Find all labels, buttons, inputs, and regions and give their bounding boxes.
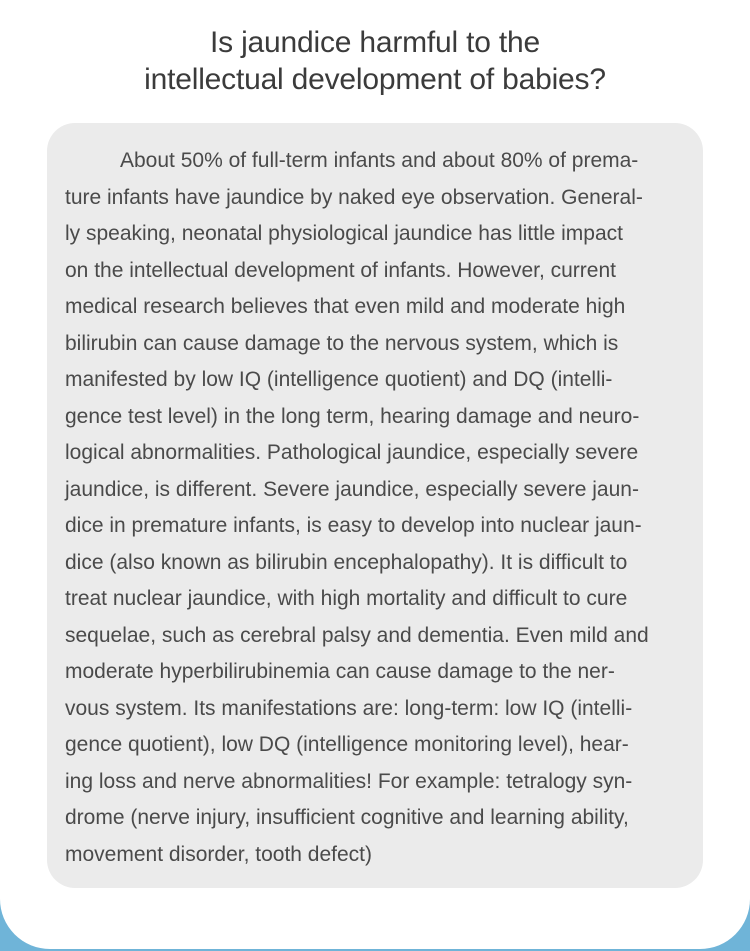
article-line: movement disorder, tooth defect) bbox=[65, 842, 372, 866]
article-line: ture infants have jaundice by naked eye observation. General- bbox=[65, 185, 643, 209]
article-line: medical research believes that even mild and moderate high bbox=[65, 295, 626, 318]
article-line: manifested by low IQ (intelligence quotient) and DQ (intelli- bbox=[65, 368, 613, 391]
page-title bbox=[0, 24, 750, 98]
article-line: About 50% of full-term infants and about 80% of prema- bbox=[120, 149, 639, 172]
article-line: ing loss and nerve abnormalities! For example: tetralogy syn- bbox=[65, 769, 633, 793]
article-line: vous system. Its manifestations are: long-term: low IQ (intelli- bbox=[65, 696, 633, 720]
article-line: jaundice, is different. Severe jaundice, especially severe jaun- bbox=[65, 477, 639, 501]
article-line: dice (also known as bilirubin encephalopathy). It is difficult to bbox=[65, 550, 628, 574]
article-line: on the intellectual development of infants. However, current bbox=[65, 258, 616, 282]
article-line: gence test level) in the long term, hearing damage and neuro- bbox=[65, 404, 640, 428]
title-line-2: intellectual development of babies? bbox=[144, 63, 606, 96]
article-line: dice in premature infants, is easy to develop into nuclear jaun- bbox=[65, 514, 642, 537]
article-line: logical abnormalities. Pathological jaundice, especially severe bbox=[65, 441, 639, 464]
article-body bbox=[65, 143, 689, 873]
article-line: gence quotient), low DQ (intelligence monitoring level), hear- bbox=[65, 733, 629, 756]
article-line: sequelae, such as cerebral palsy and dementia. Even mild and bbox=[65, 623, 649, 647]
article-line: drome (nerve injury, insufficient cognitive and learning ability, bbox=[65, 806, 629, 829]
title-line-1: Is jaundice harmful to the bbox=[210, 26, 540, 59]
article-card bbox=[47, 123, 703, 888]
article-line: ly speaking, neonatal physiological jaundice has little impact bbox=[65, 222, 623, 245]
article-line: bilirubin can cause damage to the nervous system, which is bbox=[65, 331, 619, 355]
article-line: moderate hyperbilirubinemia can cause damage to the ner- bbox=[65, 660, 615, 683]
article-line: treat nuclear jaundice, with high mortality and difficult to cure bbox=[65, 587, 628, 610]
